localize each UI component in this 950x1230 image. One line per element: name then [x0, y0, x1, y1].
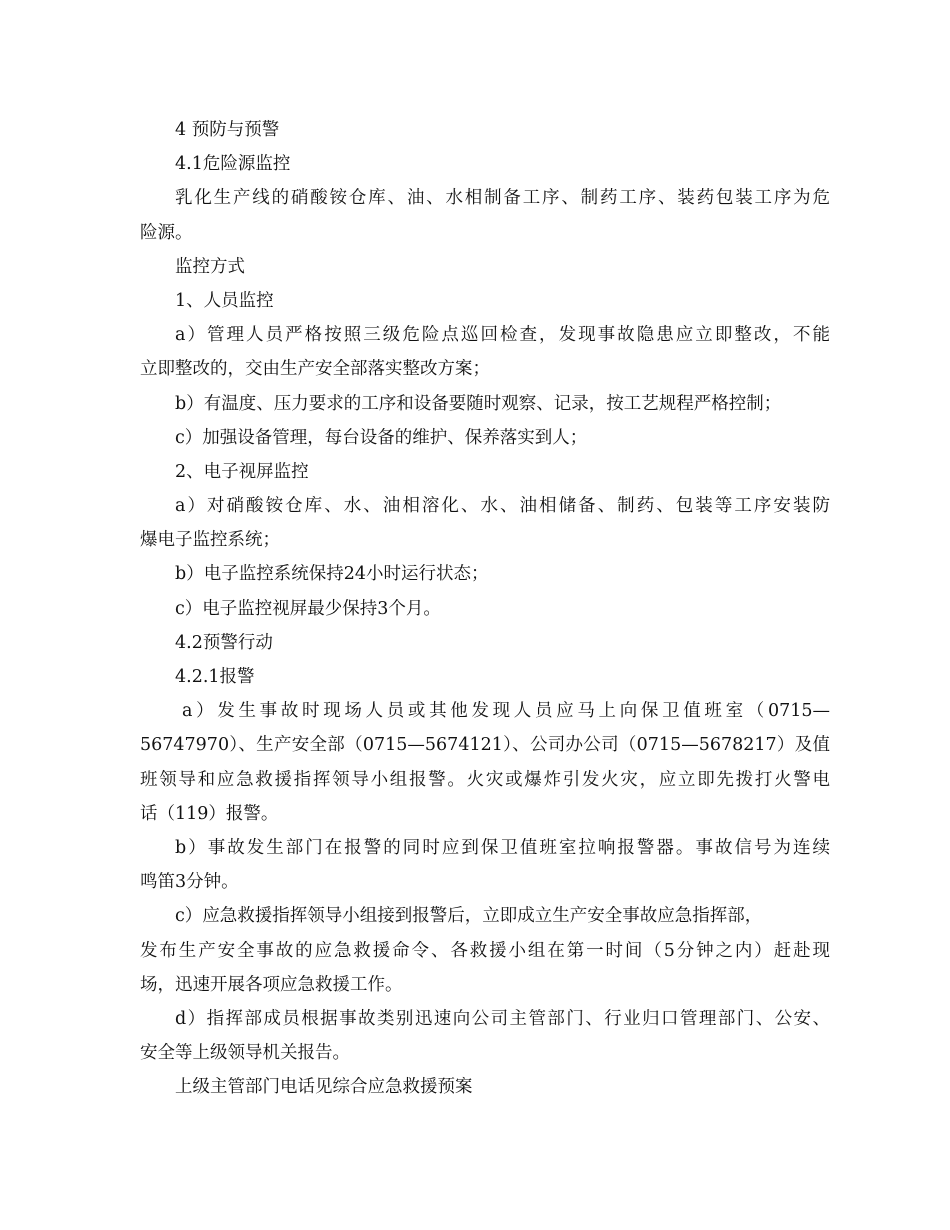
subsection-heading: 4.1危险源监控	[175, 154, 291, 175]
list-item-continuation: 立即整改的，交由生产安全部落实整改方案；	[140, 359, 490, 380]
document-body	[140, 113, 830, 1104]
list-item: a）对硝酸铵仓库、水、油相溶化、水、油相储备、制药、包装等工序安装防	[175, 496, 830, 517]
list-item-continuation: 发布生产安全事故的应急救援命令、各救援小组在第一时间（5分钟之内）赶赴现	[140, 940, 830, 961]
list-item-continuation: 安全等上级领导机关报告。	[140, 1043, 350, 1064]
paragraph-line: 险源。	[140, 222, 193, 243]
paragraph-line: 上级主管部门电话见综合应急救援预案	[175, 1077, 473, 1098]
subsection-heading: 4.2.1报警	[175, 667, 255, 687]
list-item-continuation: 班领导和应急救援指挥领导小组报警。火灾或爆炸引发火灾，应立即先拨打火警电	[140, 769, 830, 790]
list-item: c）电子监控视屏最少保持3个月。	[175, 598, 441, 619]
list-item: b）事故发生部门在报警的同时应到保卫值班室拉响报警器。事故信号为连续	[175, 837, 830, 858]
section-heading: 4 预防与预警	[175, 120, 280, 140]
list-item: b）电子监控系统保持24小时运行状态；	[175, 564, 489, 585]
list-item: a）发生事故时现场人员或其他发现人员应马上向保卫值班室（0715—	[182, 701, 830, 722]
list-item: d）指挥部成员根据事故类别迅速向公司主管部门、行业归口管理部门、公安、	[175, 1008, 830, 1029]
list-item: b）有温度、压力要求的工序和设备要随时观察、记录，按工艺规程严格控制；	[175, 393, 782, 414]
paragraph-line: 乳化生产线的硝酸铵仓库、油、水相制备工序、制药工序、装药包装工序为危	[175, 188, 830, 209]
list-heading: 1、人员监控	[175, 290, 274, 311]
list-heading: 2、电子视屏监控	[175, 461, 309, 482]
list-item-continuation: 场，迅速开展各项应急救援工作。	[140, 974, 403, 995]
list-item-continuation: 爆电子监控系统；	[140, 530, 280, 551]
subsection-heading: 4.2预警行动	[175, 632, 273, 653]
list-item: c）加强设备管理，每台设备的维护、保养落实到人；	[175, 427, 588, 448]
list-item-continuation: 话（119）报警。	[140, 803, 279, 824]
list-item-continuation: 鸣笛3分钟。	[140, 872, 239, 893]
list-item: c）应急救援指挥领导小组接到报警后，立即成立生产安全事故应急指挥部，	[175, 906, 763, 927]
list-item: a）管理人员严格按照三级危险点巡回检查，发现事故隐患应立即整改，不能	[175, 325, 830, 346]
paragraph-line: 监控方式	[175, 256, 245, 277]
list-item-continuation: 56747970）、生产安全部（0715—5674121）、公司办公司（0715—5678217）及值	[140, 735, 830, 756]
